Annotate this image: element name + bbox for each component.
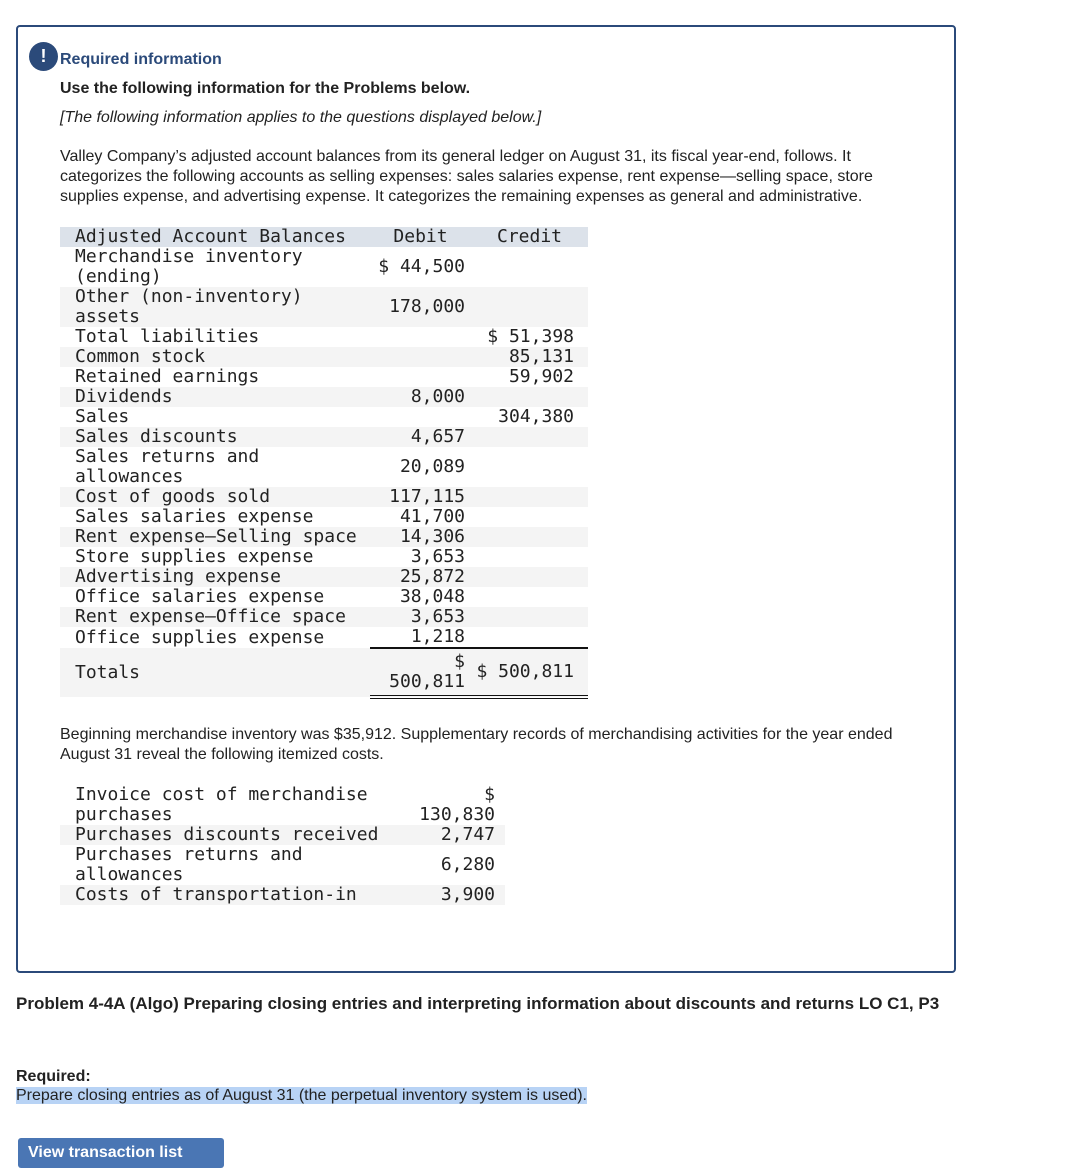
required-info-title: Required information bbox=[60, 51, 222, 68]
required-section bbox=[16, 1067, 587, 1106]
table-row bbox=[60, 427, 588, 447]
account-name: Sales discounts bbox=[75, 426, 238, 447]
debit-value: 3,653 bbox=[410, 546, 465, 567]
credit-value: 85,131 bbox=[508, 346, 574, 367]
header-debit: Debit bbox=[393, 226, 448, 247]
description: Valley Company’s adjusted account balances from its general ledger on August 31, its fiscal year-end, follows. It categorizes the following accounts as selling expenses: sales salaries expense, rent expense—selling space, store supplies expense, and advertising expense. It categorizes the remaining expenses as general and administrative. bbox=[60, 148, 873, 205]
cost-value: 6,280 bbox=[440, 854, 495, 875]
credit-value bbox=[471, 567, 588, 587]
credit-value bbox=[471, 547, 588, 567]
alert-icon: ! bbox=[29, 42, 58, 71]
table-header bbox=[60, 227, 588, 247]
table-row bbox=[60, 547, 588, 567]
credit-value bbox=[471, 447, 588, 487]
instructions: Use the following information for the Problems below. bbox=[60, 80, 471, 97]
credit-value bbox=[471, 247, 588, 287]
table-row bbox=[60, 487, 588, 507]
cost-name: Costs of transportation-in bbox=[75, 884, 357, 905]
debit-total: $ 500,811 bbox=[370, 648, 471, 697]
table-row bbox=[60, 845, 505, 885]
table-row bbox=[60, 527, 588, 547]
debit-value: 8,000 bbox=[410, 386, 465, 407]
account-name: Office supplies expense bbox=[75, 626, 325, 648]
debit-value bbox=[370, 347, 471, 367]
table-row bbox=[60, 507, 588, 527]
debit-value: 41,700 bbox=[399, 506, 465, 527]
cost-name: Invoice cost of merchandise purchases bbox=[75, 784, 368, 825]
debit-value bbox=[370, 367, 471, 387]
credit-value bbox=[471, 587, 588, 607]
account-name: Common stock bbox=[75, 346, 206, 367]
table-row bbox=[60, 785, 505, 825]
table-row bbox=[60, 587, 588, 607]
account-name: Sales salaries expense bbox=[75, 506, 314, 527]
table-row bbox=[60, 347, 588, 367]
required-information-panel bbox=[16, 25, 956, 973]
credit-value bbox=[471, 287, 588, 327]
debit-value: 1,218 bbox=[410, 626, 465, 647]
table-row bbox=[60, 825, 505, 845]
account-name: Advertising expense bbox=[75, 566, 281, 587]
credit-value: 304,380 bbox=[498, 406, 574, 427]
header-account: Adjusted Account Balances bbox=[75, 226, 346, 247]
cost-name: Purchases discounts received bbox=[75, 824, 379, 845]
debit-value bbox=[370, 327, 471, 347]
credit-value bbox=[471, 427, 588, 447]
credit-value bbox=[471, 627, 588, 648]
debit-value: 3,653 bbox=[410, 606, 465, 627]
account-name: Merchandise inventory (ending) bbox=[75, 246, 303, 287]
credit-value bbox=[471, 507, 588, 527]
header-credit: Credit bbox=[496, 226, 563, 247]
table-row bbox=[60, 627, 588, 648]
cost-value: 3,900 bbox=[440, 884, 495, 905]
table-row bbox=[60, 327, 588, 347]
credit-value bbox=[471, 527, 588, 547]
account-name: Sales bbox=[75, 406, 130, 427]
cost-value: 2,747 bbox=[440, 824, 495, 845]
account-name: Office salaries expense bbox=[75, 586, 325, 607]
account-name: Store supplies expense bbox=[75, 546, 314, 567]
table-row bbox=[60, 567, 588, 587]
account-balances-table bbox=[60, 227, 588, 699]
problem-title: Problem 4-4A (Algo) Preparing closing entries and interpreting information about discounts and returns LO C1, P3 bbox=[16, 994, 940, 1013]
note: [The following information applies to the questions displayed below.] bbox=[60, 109, 542, 126]
debit-value: 117,115 bbox=[389, 486, 465, 507]
account-name: Retained earnings bbox=[75, 366, 260, 387]
debit-value: 38,048 bbox=[399, 586, 465, 607]
required-label: Required: bbox=[16, 1068, 91, 1085]
view-transaction-list-button[interactable]: View transaction list bbox=[18, 1138, 224, 1168]
debit-value: 178,000 bbox=[389, 296, 465, 317]
account-name: Rent expense—Selling space bbox=[75, 526, 357, 547]
account-name: Total liabilities bbox=[75, 326, 260, 347]
table-row bbox=[60, 607, 588, 627]
debit-value: 20,089 bbox=[399, 456, 465, 477]
required-text: Prepare closing entries as of August 31 (the perpetual inventory system is used). bbox=[16, 1087, 587, 1104]
debit-value: 25,872 bbox=[399, 566, 465, 587]
table-row bbox=[60, 885, 505, 905]
credit-value: $ 51,398 bbox=[487, 326, 574, 347]
debit-value: 4,657 bbox=[410, 426, 465, 447]
account-name: Rent expense—Office space bbox=[75, 606, 346, 627]
account-name: Dividends bbox=[75, 386, 173, 407]
credit-value bbox=[471, 387, 588, 407]
table-row bbox=[60, 407, 588, 427]
credit-value bbox=[471, 607, 588, 627]
account-name: Other (non-inventory) assets bbox=[75, 286, 303, 327]
totals-row bbox=[60, 648, 588, 697]
totals-label: Totals bbox=[75, 661, 141, 683]
table-row bbox=[60, 367, 588, 387]
itemized-costs-table bbox=[60, 785, 505, 905]
table-row bbox=[60, 447, 588, 487]
credit-value: 59,902 bbox=[508, 366, 574, 387]
credit-value bbox=[471, 487, 588, 507]
debit-value bbox=[370, 407, 471, 427]
cost-value: $ 130,830 bbox=[419, 784, 495, 825]
cost-name: Purchases returns and allowances bbox=[75, 844, 303, 885]
credit-total: $ 500,811 bbox=[471, 648, 588, 697]
debit-value: $ 44,500 bbox=[378, 256, 465, 277]
table-row bbox=[60, 287, 588, 327]
account-name: Cost of goods sold bbox=[75, 486, 271, 507]
supplementary-text: Beginning merchandise inventory was $35,912. Supplementary records of merchandising activities for the year ended August 31 reveal the following itemized costs. bbox=[60, 726, 893, 763]
account-name: Sales returns and allowances bbox=[75, 446, 260, 487]
table-row bbox=[60, 247, 588, 287]
debit-value: 14,306 bbox=[399, 526, 465, 547]
table-row bbox=[60, 387, 588, 407]
